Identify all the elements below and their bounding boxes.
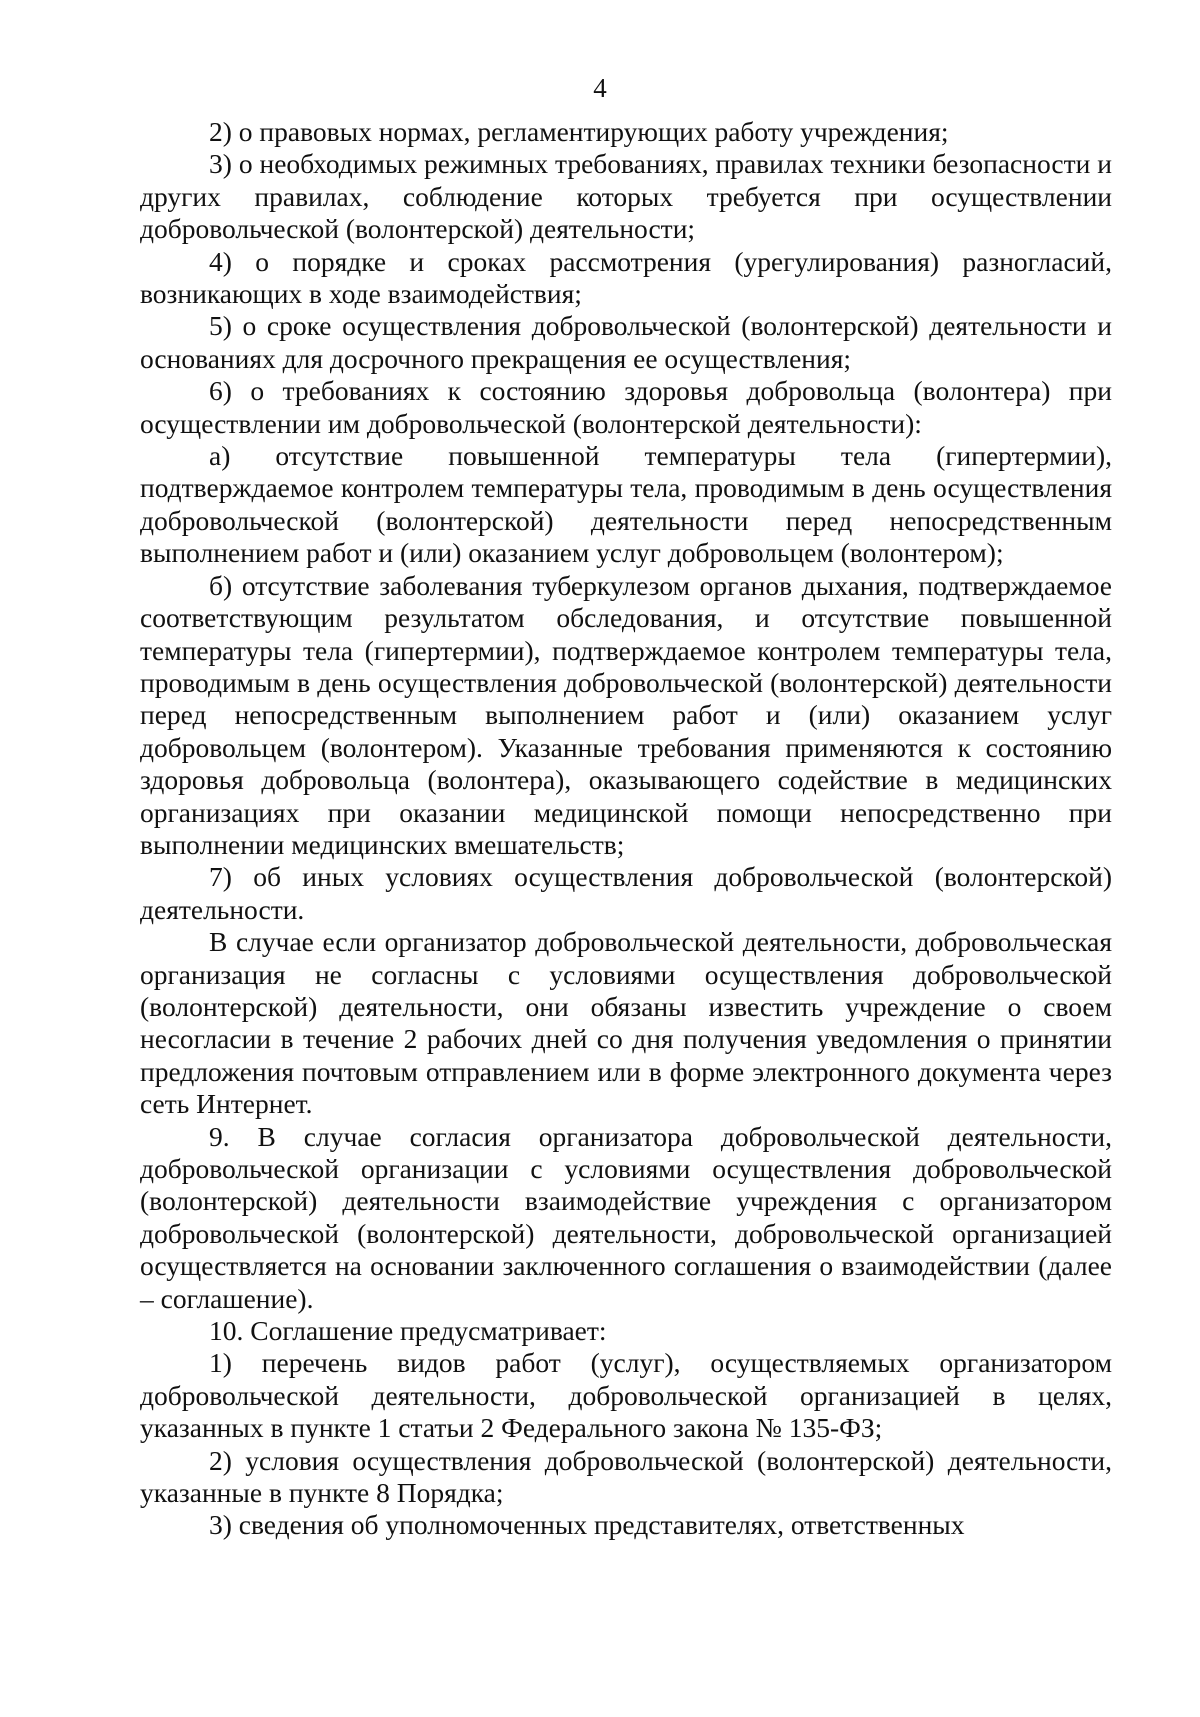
paragraph-subitem-a: а) отсутствие повышенной температуры тела (гипертермии), подтверждаемое контролем температуры тела, проводимым в день осуществления добровольческой (волонтерской) деятельности перед непосредственным выполнением работ и (или) оказанием услуг добровольцем (волонтером);: [140, 440, 1112, 569]
paragraph-item-10-1: 1) перечень видов работ (услуг), осуществляемых организатором добровольческой деятельности, добровольческой организацией в целях, указанных в пункте 1 статьи 2 Федерального закона № 135-ФЗ;: [140, 1347, 1112, 1444]
paragraph-item-9: 9. В случае согласия организатора добровольческой деятельности, добровольческой организации с условиями осуществления добровольческой (волонтерской) деятельности взаимодействие учреждения с организатором добровольческой (волонтерской) деятельности, добровольческой организацией осуществляется на основании заключенного соглашения о взаимодействии (далее – соглашение).: [140, 1120, 1112, 1314]
paragraph-item-10: 10. Соглашение предусматривает:: [209, 1315, 607, 1347]
paragraph-other-conditions: 7) об иных условиях осуществления добровольческой (волонтерской) деятельности.: [140, 861, 1112, 925]
paragraph-item-10-3: 3) сведения об уполномоченных представителях, ответственных: [209, 1509, 965, 1541]
paragraph-item-10-2: 2) условия осуществления добровольческой (волонтерской) деятельности, указанные в пункте 8 Порядка;: [140, 1444, 1112, 1509]
paragraph-legal-norms: 2) о правовых нормах, регламентирующих работу учреждения;: [209, 116, 949, 147]
paragraph-health-requirements: 6) о требованиях к состоянию здоровья добровольца (волонтера) при осуществлении им добровольческой (волонтерской деятельности):: [140, 375, 1112, 439]
paragraph-subitem-b: б) отсутствие заболевания туберкулезом органов дыхания, подтверждаемое соответствующим результатом обследования, и отсутствие повышенной температуры тела (гипертермии), подтверждаемое контролем температуры тела, проводимым в день осуществления добровольческой (волонтерской) деятельности перед непосредственным выполнением работ и (или) оказанием услуг добровольцем (волонтером). Указанные требования применяются к состоянию здоровья добровольца (волонтера), оказывающего содействие в медицинских организациях при оказании медицинской помощи непосредственно при выполнении медицинских вмешательств;: [140, 569, 1112, 860]
paragraph-safety-rules: 3) о необходимых режимных требованиях, правилах техники безопасности и других правилах, соблюдение которых требуется при осуществлении добровольческой (волонтерской) деятельности;: [140, 148, 1112, 245]
paragraph-disagreements: 4) о порядке и сроках рассмотрения (урегулирования) разногласий, возникающих в ходе взаимодействия;: [140, 245, 1112, 310]
document-body: [140, 116, 1112, 1542]
paragraph-disagreement-notice: В случае если организатор добровольческой деятельности, добровольческая организация не согласны с условиями осуществления добровольческой (волонтерской) деятельности, они обязаны известить учреждение о своем несогласии в течение 2 рабочих дней со дня получения уведомления о принятии предложения почтовым отправлением или в форме электронного документа через сеть Интернет.: [140, 926, 1112, 1120]
page-number: 4: [593, 73, 607, 103]
paragraph-term: 5) о сроке осуществления добровольческой (волонтерской) деятельности и основаниях для досрочного прекращения ее осуществления;: [140, 310, 1112, 374]
